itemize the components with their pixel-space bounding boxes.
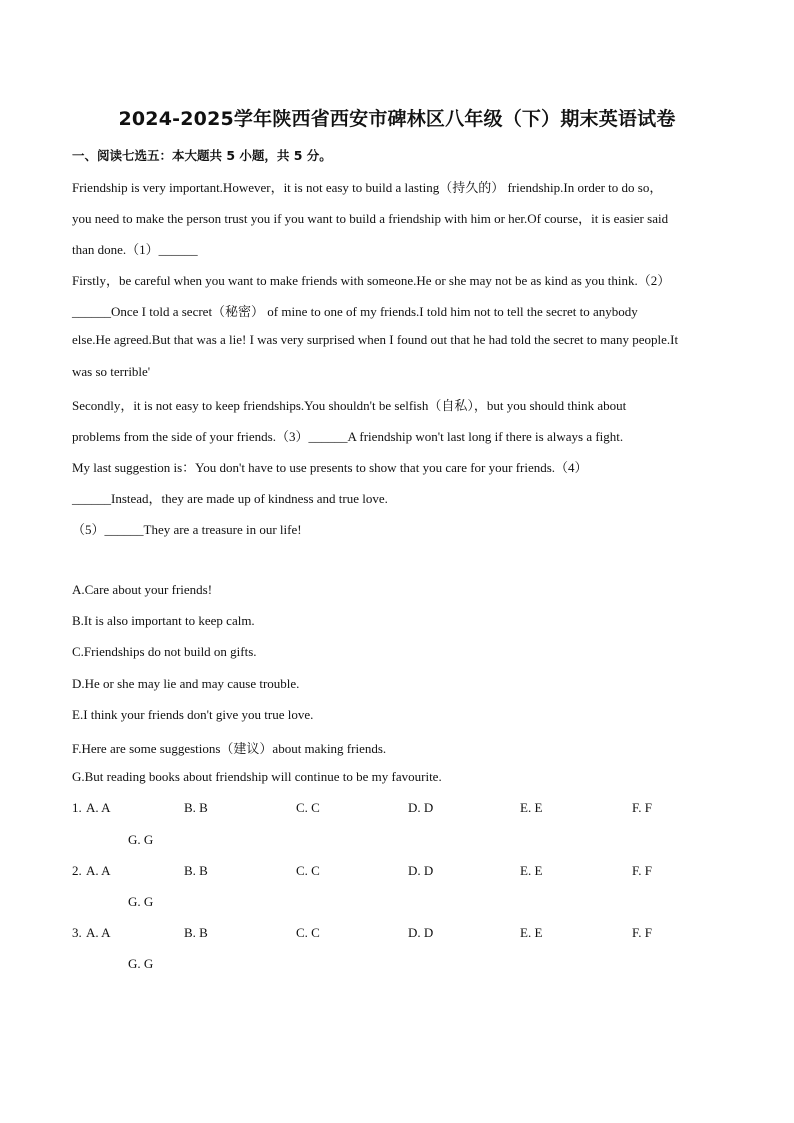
choice-g: G.But reading books about friendship will continue to be my favourite. xyxy=(72,769,442,784)
option-g[interactable]: G. G xyxy=(128,894,154,909)
option-b[interactable]: B. B xyxy=(184,925,208,940)
choice-d: D.He or she may lie and may cause trouble. xyxy=(72,676,300,691)
option-e[interactable]: E. E xyxy=(520,800,543,815)
choice-f: F.Here are some suggestions（建议）about making friends. xyxy=(72,741,387,756)
option-c[interactable]: C. C xyxy=(296,925,320,940)
option-e[interactable]: E. E xyxy=(520,925,543,940)
passage-line: Firstly，be careful when you want to make friends with someone.He or she may not be as kind as you think.（2） xyxy=(72,273,671,288)
passage-line: My last suggestion is：You don't have to use presents to show that you care for your friends.（4） xyxy=(72,460,588,475)
question-number: 3. xyxy=(72,925,82,940)
option-b[interactable]: B. B xyxy=(184,863,208,878)
choice-b: B.It is also important to keep calm. xyxy=(72,613,255,628)
page-title: 2024-2025学年陕西省西安市碑林区八年级（下）期末英语试卷 xyxy=(118,108,676,130)
option-a[interactable]: A. A xyxy=(86,863,111,878)
option-g[interactable]: G. G xyxy=(128,832,154,847)
passage-line: Friendship is very important.However，it is not easy to build a lasting（持久的） friendship.In order to do so， xyxy=(72,180,663,195)
option-a[interactable]: A. A xyxy=(86,925,111,940)
passage-line: than done.（1）______ xyxy=(72,242,198,257)
option-f[interactable]: F. F xyxy=(632,800,652,815)
question-number: 2. xyxy=(72,863,82,878)
passage-line: you need to make the person trust you if you want to build a friendship with him or her.Of course，it is easier said xyxy=(72,211,669,226)
option-d[interactable]: D. D xyxy=(408,925,434,940)
option-d[interactable]: D. D xyxy=(408,800,434,815)
passage-line: ______Instead，they are made up of kindness and true love. xyxy=(72,491,388,506)
option-e[interactable]: E. E xyxy=(520,863,543,878)
passage-line: was so terrible' xyxy=(72,364,151,379)
option-f[interactable]: F. F xyxy=(632,863,652,878)
question-number: 1. xyxy=(72,800,82,815)
choice-e: E.I think your friends don't give you true love. xyxy=(72,707,314,722)
passage-line: （5）______They are a treasure in our life! xyxy=(72,522,302,537)
option-f[interactable]: F. F xyxy=(632,925,652,940)
section-heading: 一、阅读七选五：本大题共 5 小题，共 5 分。 xyxy=(72,148,332,163)
option-b[interactable]: B. B xyxy=(184,800,208,815)
option-d[interactable]: D. D xyxy=(408,863,434,878)
choice-a: A.Care about your friends! xyxy=(72,582,213,597)
passage-line: else.He agreed.But that was a lie! I was very surprised when I found out that he had told the secret to many people.It xyxy=(72,332,679,347)
choice-c: C.Friendships do not build on gifts. xyxy=(72,644,257,659)
option-c[interactable]: C. C xyxy=(296,800,320,815)
option-g[interactable]: G. G xyxy=(128,956,154,971)
passage-line: ______Once I told a secret（秘密） of mine to one of my friends.I told him not to tell the secret to anybody xyxy=(72,304,638,319)
option-a[interactable]: A. A xyxy=(86,800,111,815)
passage-line: problems from the side of your friends.（3）______A friendship won't last long if there is always a fight. xyxy=(72,429,624,444)
option-c[interactable]: C. C xyxy=(296,863,320,878)
passage-line: Secondly，it is not easy to keep friendships.You shouldn't be selfish（自私），but you should think about xyxy=(72,398,627,413)
